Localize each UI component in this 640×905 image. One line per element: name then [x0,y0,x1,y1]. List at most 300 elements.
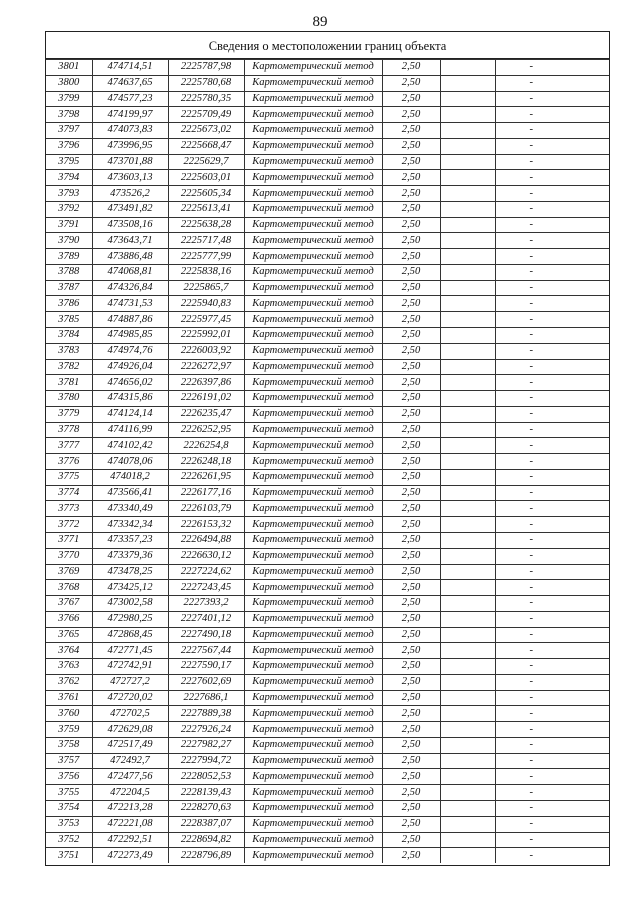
y-coordinate-cell: 2227889,38 [168,706,244,722]
empty-cell [440,217,495,233]
method-cell: Картометрический метод [244,517,382,533]
table-row [46,170,609,186]
y-coordinate-cell: 2227686,1 [168,690,244,706]
method-cell: Картометрический метод [244,800,382,816]
accuracy-cell: 2,50 [382,769,440,785]
point-number-cell: 3760 [46,706,92,722]
note-cell: - [495,201,609,217]
y-coordinate-cell: 2226630,12 [168,548,244,564]
empty-cell [440,123,495,139]
y-coordinate-cell: 2225629,7 [168,154,244,170]
note-cell: - [495,596,609,612]
accuracy-cell: 2,50 [382,170,440,186]
x-coordinate-cell: 474124,14 [92,406,168,422]
method-cell: Картометрический метод [244,170,382,186]
method-cell: Картометрический метод [244,643,382,659]
empty-cell [440,422,495,438]
x-coordinate-cell: 473342,34 [92,517,168,533]
empty-cell [440,170,495,186]
empty-cell [440,611,495,627]
point-number-cell: 3795 [46,154,92,170]
empty-cell [440,627,495,643]
accuracy-cell: 2,50 [382,91,440,107]
point-number-cell: 3799 [46,91,92,107]
method-cell: Картометрический метод [244,690,382,706]
accuracy-cell: 2,50 [382,249,440,265]
accuracy-cell: 2,50 [382,643,440,659]
empty-cell [440,469,495,485]
page-number: 89 [312,14,328,30]
note-cell: - [495,233,609,249]
table-row [46,406,609,422]
empty-cell [440,659,495,675]
table-row [46,643,609,659]
y-coordinate-cell: 2225603,01 [168,170,244,186]
x-coordinate-cell: 472629,08 [92,722,168,738]
x-coordinate-cell: 472868,45 [92,627,168,643]
empty-cell [440,312,495,328]
x-coordinate-cell: 472477,56 [92,769,168,785]
point-number-cell: 3794 [46,170,92,186]
table-row [46,706,609,722]
empty-cell [440,375,495,391]
accuracy-cell: 2,50 [382,532,440,548]
table-row [46,832,609,848]
accuracy-cell: 2,50 [382,328,440,344]
accuracy-cell: 2,50 [382,548,440,564]
x-coordinate-cell: 474985,85 [92,328,168,344]
x-coordinate-cell: 474637,65 [92,75,168,91]
point-number-cell: 3763 [46,659,92,675]
table-row [46,280,609,296]
note-cell: - [495,501,609,517]
y-coordinate-cell: 2225668,47 [168,138,244,154]
point-number-cell: 3793 [46,186,92,202]
x-coordinate-cell: 472702,5 [92,706,168,722]
empty-cell [440,264,495,280]
note-cell: - [495,643,609,659]
coordinates-table-body [46,60,609,864]
method-cell: Картометрический метод [244,485,382,501]
x-coordinate-cell: 474887,86 [92,312,168,328]
note-cell: - [495,123,609,139]
table-row [46,249,609,265]
table-row [46,611,609,627]
y-coordinate-cell: 2228052,53 [168,769,244,785]
method-cell: Картометрический метод [244,75,382,91]
accuracy-cell: 2,50 [382,375,440,391]
table-row [46,737,609,753]
empty-cell [440,233,495,249]
y-coordinate-cell: 2226177,16 [168,485,244,501]
note-cell: - [495,280,609,296]
x-coordinate-cell: 473886,48 [92,249,168,265]
note-cell: - [495,217,609,233]
table-row [46,123,609,139]
empty-cell [440,60,495,76]
x-coordinate-cell: 472221,08 [92,816,168,832]
y-coordinate-cell: 2227982,27 [168,737,244,753]
y-coordinate-cell: 2227926,24 [168,722,244,738]
note-cell: - [495,391,609,407]
method-cell: Картометрический метод [244,469,382,485]
y-coordinate-cell: 2225838,16 [168,264,244,280]
point-number-cell: 3766 [46,611,92,627]
x-coordinate-cell: 472213,28 [92,800,168,816]
empty-cell [440,722,495,738]
method-cell: Картометрический метод [244,280,382,296]
empty-cell [440,454,495,470]
note-cell: - [495,690,609,706]
point-number-cell: 3771 [46,532,92,548]
table-row [46,375,609,391]
table-row [46,454,609,470]
note-cell: - [495,564,609,580]
table-row [46,722,609,738]
accuracy-cell: 2,50 [382,753,440,769]
y-coordinate-cell: 2225605,34 [168,186,244,202]
method-cell: Картометрический метод [244,674,382,690]
table-row [46,816,609,832]
accuracy-cell: 2,50 [382,406,440,422]
y-coordinate-cell: 2225977,45 [168,312,244,328]
point-number-cell: 3800 [46,75,92,91]
accuracy-cell: 2,50 [382,485,440,501]
empty-cell [440,674,495,690]
x-coordinate-cell: 474577,23 [92,91,168,107]
empty-cell [440,249,495,265]
point-number-cell: 3778 [46,422,92,438]
empty-cell [440,832,495,848]
y-coordinate-cell: 2225780,35 [168,91,244,107]
point-number-cell: 3769 [46,564,92,580]
note-cell: - [495,785,609,801]
empty-cell [440,769,495,785]
table-row [46,769,609,785]
x-coordinate-cell: 472292,51 [92,832,168,848]
table-title: Сведения о местоположении границ объекта [46,32,609,59]
note-cell: - [495,485,609,501]
y-coordinate-cell: 2225940,83 [168,296,244,312]
accuracy-cell: 2,50 [382,627,440,643]
method-cell: Картометрический метод [244,454,382,470]
table-row [46,627,609,643]
note-cell: - [495,264,609,280]
note-cell: - [495,580,609,596]
x-coordinate-cell: 473491,82 [92,201,168,217]
empty-cell [440,753,495,769]
point-number-cell: 3784 [46,328,92,344]
point-number-cell: 3761 [46,690,92,706]
accuracy-cell: 2,50 [382,75,440,91]
x-coordinate-cell: 474731,53 [92,296,168,312]
y-coordinate-cell: 2227393,2 [168,596,244,612]
x-coordinate-cell: 474073,83 [92,123,168,139]
method-cell: Картометрический метод [244,217,382,233]
x-coordinate-cell: 474974,76 [92,343,168,359]
empty-cell [440,643,495,659]
note-cell: - [495,674,609,690]
method-cell: Картометрический метод [244,627,382,643]
note-cell: - [495,60,609,76]
point-number-cell: 3791 [46,217,92,233]
note-cell: - [495,296,609,312]
method-cell: Картометрический метод [244,611,382,627]
x-coordinate-cell: 473002,58 [92,596,168,612]
table-row [46,753,609,769]
table-row [46,60,609,76]
table-row [46,328,609,344]
method-cell: Картометрический метод [244,154,382,170]
table-row [46,201,609,217]
point-number-cell: 3762 [46,674,92,690]
empty-cell [440,138,495,154]
x-coordinate-cell: 472204,5 [92,785,168,801]
empty-cell [440,91,495,107]
method-cell: Картометрический метод [244,706,382,722]
accuracy-cell: 2,50 [382,690,440,706]
y-coordinate-cell: 2225673,02 [168,123,244,139]
y-coordinate-cell: 2227243,45 [168,580,244,596]
accuracy-cell: 2,50 [382,233,440,249]
method-cell: Картометрический метод [244,548,382,564]
x-coordinate-cell: 474326,84 [92,280,168,296]
table-row [46,107,609,123]
point-number-cell: 3772 [46,517,92,533]
table-row [46,233,609,249]
x-coordinate-cell: 474714,51 [92,60,168,76]
method-cell: Картометрический метод [244,359,382,375]
method-cell: Картометрический метод [244,328,382,344]
accuracy-cell: 2,50 [382,501,440,517]
accuracy-cell: 2,50 [382,312,440,328]
x-coordinate-cell: 474315,86 [92,391,168,407]
empty-cell [440,690,495,706]
method-cell: Картометрический метод [244,233,382,249]
note-cell: - [495,312,609,328]
note-cell: - [495,438,609,454]
x-coordinate-cell: 474078,06 [92,454,168,470]
point-number-cell: 3777 [46,438,92,454]
note-cell: - [495,627,609,643]
y-coordinate-cell: 2227490,18 [168,627,244,643]
y-coordinate-cell: 2227401,12 [168,611,244,627]
note-cell: - [495,359,609,375]
x-coordinate-cell: 473643,71 [92,233,168,249]
point-number-cell: 3767 [46,596,92,612]
method-cell: Картометрический метод [244,501,382,517]
note-cell: - [495,249,609,265]
x-coordinate-cell: 474199,97 [92,107,168,123]
table-row [46,391,609,407]
accuracy-cell: 2,50 [382,737,440,753]
note-cell: - [495,753,609,769]
accuracy-cell: 2,50 [382,706,440,722]
x-coordinate-cell: 472517,49 [92,737,168,753]
empty-cell [440,154,495,170]
note-cell: - [495,548,609,564]
x-coordinate-cell: 472273,49 [92,848,168,863]
point-number-cell: 3758 [46,737,92,753]
x-coordinate-cell: 473603,13 [92,170,168,186]
empty-cell [440,280,495,296]
x-coordinate-cell: 473478,25 [92,564,168,580]
note-cell: - [495,469,609,485]
empty-cell [440,800,495,816]
point-number-cell: 3782 [46,359,92,375]
note-cell: - [495,91,609,107]
table-row [46,596,609,612]
accuracy-cell: 2,50 [382,469,440,485]
point-number-cell: 3779 [46,406,92,422]
method-cell: Картометрический метод [244,722,382,738]
table-row [46,359,609,375]
accuracy-cell: 2,50 [382,800,440,816]
note-cell: - [495,848,609,863]
accuracy-cell: 2,50 [382,517,440,533]
note-cell: - [495,375,609,391]
x-coordinate-cell: 472720,02 [92,690,168,706]
x-coordinate-cell: 473357,23 [92,532,168,548]
y-coordinate-cell: 2226254,8 [168,438,244,454]
accuracy-cell: 2,50 [382,596,440,612]
y-coordinate-cell: 2226103,79 [168,501,244,517]
note-cell: - [495,532,609,548]
accuracy-cell: 2,50 [382,343,440,359]
y-coordinate-cell: 2225780,68 [168,75,244,91]
point-number-cell: 3792 [46,201,92,217]
note-cell: - [495,154,609,170]
x-coordinate-cell: 474656,02 [92,375,168,391]
accuracy-cell: 2,50 [382,438,440,454]
table-row [46,186,609,202]
x-coordinate-cell: 472980,25 [92,611,168,627]
x-coordinate-cell: 474116,99 [92,422,168,438]
accuracy-cell: 2,50 [382,154,440,170]
method-cell: Картометрический метод [244,391,382,407]
boundary-table-frame [45,31,610,866]
accuracy-cell: 2,50 [382,722,440,738]
x-coordinate-cell: 474018,2 [92,469,168,485]
table-row [46,264,609,280]
method-cell: Картометрический метод [244,438,382,454]
method-cell: Картометрический метод [244,91,382,107]
empty-cell [440,517,495,533]
y-coordinate-cell: 2225777,99 [168,249,244,265]
method-cell: Картометрический метод [244,532,382,548]
x-coordinate-cell: 473526,2 [92,186,168,202]
table-row [46,296,609,312]
y-coordinate-cell: 2227567,44 [168,643,244,659]
table-row [46,674,609,690]
y-coordinate-cell: 2225717,48 [168,233,244,249]
accuracy-cell: 2,50 [382,832,440,848]
point-number-cell: 3752 [46,832,92,848]
method-cell: Картометрический метод [244,264,382,280]
note-cell: - [495,406,609,422]
y-coordinate-cell: 2226261,95 [168,469,244,485]
method-cell: Картометрический метод [244,60,382,76]
x-coordinate-cell: 473701,88 [92,154,168,170]
note-cell: - [495,107,609,123]
y-coordinate-cell: 2225709,49 [168,107,244,123]
y-coordinate-cell: 2227994,72 [168,753,244,769]
table-row [46,517,609,533]
accuracy-cell: 2,50 [382,60,440,76]
point-number-cell: 3797 [46,123,92,139]
y-coordinate-cell: 2227224,62 [168,564,244,580]
table-row [46,800,609,816]
method-cell: Картометрический метод [244,816,382,832]
y-coordinate-cell: 2228796,89 [168,848,244,863]
y-coordinate-cell: 2226494,88 [168,532,244,548]
note-cell: - [495,722,609,738]
method-cell: Картометрический метод [244,659,382,675]
table-row [46,422,609,438]
table-row [46,217,609,233]
y-coordinate-cell: 2226272,97 [168,359,244,375]
empty-cell [440,785,495,801]
empty-cell [440,343,495,359]
empty-cell [440,328,495,344]
point-number-cell: 3789 [46,249,92,265]
accuracy-cell: 2,50 [382,201,440,217]
note-cell: - [495,328,609,344]
accuracy-cell: 2,50 [382,674,440,690]
y-coordinate-cell: 2225638,28 [168,217,244,233]
x-coordinate-cell: 473425,12 [92,580,168,596]
y-coordinate-cell: 2226397,86 [168,375,244,391]
table-row [46,501,609,517]
y-coordinate-cell: 2225613,41 [168,201,244,217]
note-cell: - [495,737,609,753]
empty-cell [440,580,495,596]
empty-cell [440,532,495,548]
method-cell: Картометрический метод [244,312,382,328]
table-row [46,548,609,564]
accuracy-cell: 2,50 [382,611,440,627]
accuracy-cell: 2,50 [382,264,440,280]
accuracy-cell: 2,50 [382,422,440,438]
table-row [46,485,609,501]
note-cell: - [495,611,609,627]
x-coordinate-cell: 473340,49 [92,501,168,517]
note-cell: - [495,800,609,816]
point-number-cell: 3773 [46,501,92,517]
point-number-cell: 3787 [46,280,92,296]
note-cell: - [495,769,609,785]
empty-cell [440,201,495,217]
x-coordinate-cell: 473996,95 [92,138,168,154]
method-cell: Картометрический метод [244,580,382,596]
method-cell: Картометрический метод [244,138,382,154]
point-number-cell: 3783 [46,343,92,359]
note-cell: - [495,706,609,722]
empty-cell [440,564,495,580]
y-coordinate-cell: 2227590,17 [168,659,244,675]
point-number-cell: 3798 [46,107,92,123]
x-coordinate-cell: 474926,04 [92,359,168,375]
note-cell: - [495,186,609,202]
accuracy-cell: 2,50 [382,123,440,139]
method-cell: Картометрический метод [244,296,382,312]
accuracy-cell: 2,50 [382,580,440,596]
method-cell: Картометрический метод [244,832,382,848]
empty-cell [440,359,495,375]
x-coordinate-cell: 473566,41 [92,485,168,501]
point-number-cell: 3785 [46,312,92,328]
accuracy-cell: 2,50 [382,280,440,296]
